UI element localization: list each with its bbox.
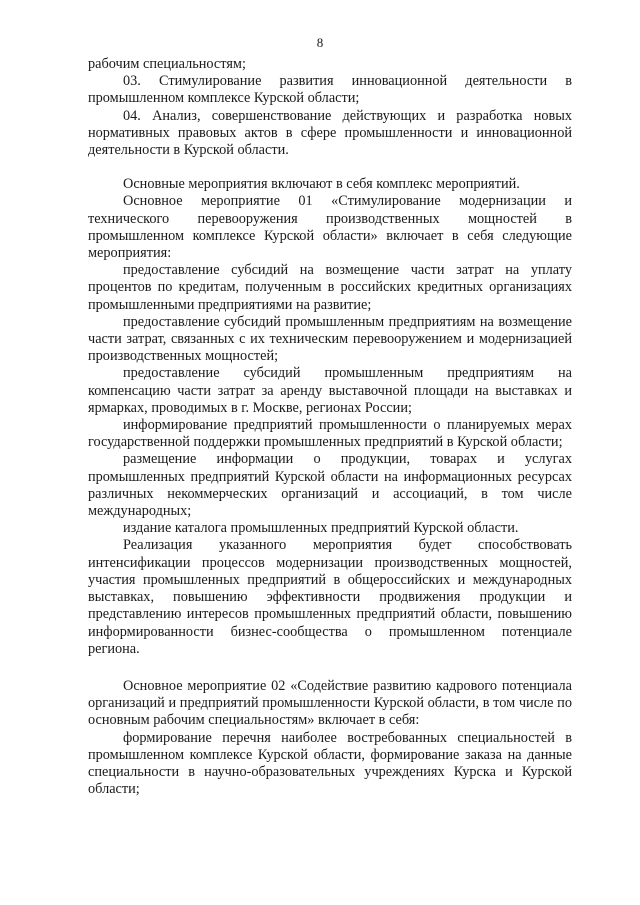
list-item-informing: информирование предприятий промышленности о планируемых мерах государственной поддержки промышленных предприятий в Курской области;: [88, 417, 572, 451]
list-item-subsidies-modernization: предоставление субсидий промышленным предприятиям на возмещение части затрат, связанных с их техническим перевооружением и модернизацией производственных мощностей;: [88, 313, 572, 365]
paragraph-measures-intro: Основные мероприятия включают в себя комплекс мероприятий.: [123, 176, 520, 193]
paragraph-implementation: Реализация указанного мероприятия будет способствовать интенсификации процессов модернизации производственных мощностей, участия промышленных предприятий в общероссийских и международных выставках, повышению эффективности продвижения продукции и представлению интересов промышленных предприятий области, повышению информированности бизнес-сообщества о промышленном потенциале региона.: [88, 537, 572, 657]
paragraph-item-04: 04. Анализ, совершенствование действующих и разработка новых нормативных правовых актов в сфере промышленности и инновационной деятельности в Курской области.: [88, 107, 572, 159]
list-item-subsidies-interest: предоставление субсидий на возмещение части затрат на уплату процентов по кредитам, полученным в российских кредитных организациях промышленными предприятиями на развитие;: [88, 262, 572, 313]
list-item-specialties: формирование перечня наиболее востребованных специальностей в промышленном комплексе Курской области, формирование заказа на данные специальности в научно-образовательных учреждениях Курска и Курской области;: [88, 729, 572, 798]
page-number: 8: [316, 35, 324, 50]
paragraph-item-03: 03. Стимулирование развития инновационной деятельности в промышленном комплексе Курской области;: [88, 73, 572, 107]
document-body: [88, 56, 572, 798]
paragraph-measure-01: Основное мероприятие 01 «Стимулирование модернизации и технического перевооружения производственных мощностей в промышленном комплексе Курской области» включает в себя следующие мероприятия:: [88, 193, 572, 262]
paragraph-measure-02: Основное мероприятие 02 «Содействие развитию кадрового потенциала организаций и предприятий промышленности Курской области, в том числе по основным рабочим специальностям» включает в себя:: [88, 677, 572, 729]
list-item-placement: размещение информации о продукции, товарах и услугах промышленных предприятий Курской области на информационных ресурсах различных некоммерческих организаций и ассоциаций, в том числе международных;: [88, 451, 572, 520]
list-item-catalog: издание каталога промышленных предприятий Курской области.: [123, 520, 519, 537]
paragraph-continuation: рабочим специальностям;: [88, 56, 246, 72]
list-item-subsidies-exhibitions: предоставление субсидий промышленным предприятиям на компенсацию части затрат за аренду выставочной площади на выставках и ярмарках, проводимых в г. Москве, регионах России;: [88, 365, 572, 416]
